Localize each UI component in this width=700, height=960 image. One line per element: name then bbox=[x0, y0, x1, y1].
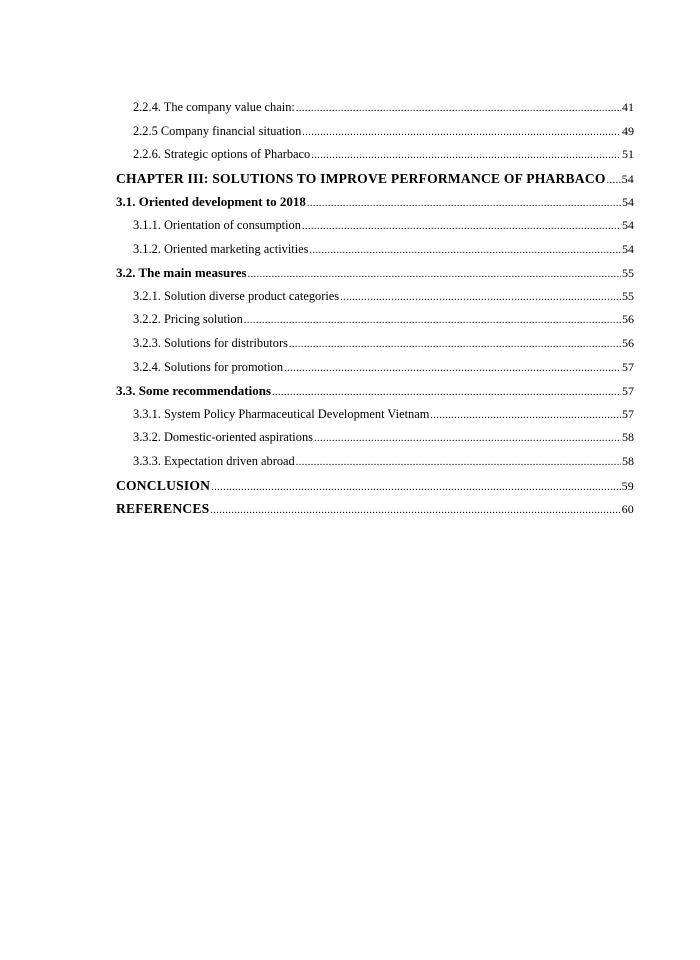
toc-dot-leader bbox=[340, 286, 621, 309]
toc-dot-leader bbox=[296, 97, 621, 120]
toc-entry-page-number: 58 bbox=[622, 453, 634, 468]
toc-entry-title: 2.2.4. The company value chain: bbox=[133, 100, 295, 114]
toc-entry bbox=[116, 497, 634, 521]
toc-entry-page-number: 60 bbox=[621, 502, 634, 517]
toc-dot-leader bbox=[307, 192, 621, 214]
toc-entry-page-number: 55 bbox=[622, 288, 634, 303]
toc-entry-title: 3.2.1. Solution diverse product categories bbox=[133, 288, 340, 303]
toc-entry-page-number: 55 bbox=[622, 266, 634, 281]
toc-entry-page-number: 51 bbox=[622, 147, 634, 162]
toc-entry-title: 3.3.1. System Policy Pharmaceutical Development Vietnam bbox=[133, 406, 430, 421]
toc-entry bbox=[116, 474, 634, 498]
toc-entry-title: 3.2.2. Pricing solution bbox=[133, 312, 243, 327]
toc-entry-page-number: 57 bbox=[622, 359, 634, 374]
toc-entry-title: CONCLUSION bbox=[116, 477, 211, 493]
toc-entry bbox=[116, 403, 634, 427]
toc-dot-leader bbox=[272, 381, 621, 403]
toc-entry-title: 3.1.2. Oriented marketing activities bbox=[133, 241, 309, 256]
toc-dot-leader bbox=[309, 239, 621, 262]
toc-entry-page-number: 41 bbox=[622, 100, 634, 114]
toc-entry-title: 3.3. Some recommendations bbox=[116, 383, 272, 399]
toc-entry bbox=[116, 332, 634, 356]
toc-entry-page-number: 56 bbox=[622, 335, 634, 350]
toc-entry-page-number: 57 bbox=[622, 406, 634, 421]
toc-entry-title: 3.1. Oriented development to 2018 bbox=[116, 194, 306, 210]
toc-entry bbox=[116, 214, 634, 238]
toc-entry-title: 3.3.2. Domestic-oriented aspirations bbox=[133, 430, 313, 445]
toc-entry-page-number: 59 bbox=[621, 478, 634, 493]
toc-entry bbox=[116, 379, 634, 403]
toc-entry bbox=[116, 143, 634, 167]
toc-entry-title: 3.2.3. Solutions for distributors bbox=[133, 335, 288, 350]
toc-dot-leader bbox=[244, 309, 621, 332]
toc-entry bbox=[116, 426, 634, 450]
toc-dot-leader bbox=[430, 404, 621, 427]
table-of-contents bbox=[116, 96, 634, 521]
toc-entry-page-number: 56 bbox=[622, 312, 634, 327]
toc-dot-leader bbox=[211, 476, 620, 498]
toc-entry-title: 3.1.1. Orientation of consumption bbox=[133, 217, 301, 232]
toc-entry bbox=[116, 285, 634, 309]
toc-entry-title: 2.2.6. Strategic options of Pharbaco bbox=[133, 147, 311, 162]
toc-entry-page-number: 54 bbox=[622, 195, 634, 210]
toc-dot-leader bbox=[302, 215, 621, 238]
toc-entry-title: 3.2.4. Solutions for promotion bbox=[133, 359, 284, 374]
toc-entry-page-number: 54 bbox=[622, 217, 634, 232]
toc-entry-title: 2.2.5 Company financial situation bbox=[133, 123, 302, 138]
toc-entry-page-number: 54 bbox=[622, 241, 634, 256]
toc-entry-title: 3.2. The main measures bbox=[116, 265, 247, 281]
toc-entry bbox=[116, 261, 634, 285]
toc-entry bbox=[116, 450, 634, 474]
toc-dot-leader bbox=[302, 121, 621, 144]
toc-entry bbox=[116, 167, 634, 191]
toc-dot-leader bbox=[296, 451, 621, 474]
toc-entry bbox=[116, 308, 634, 332]
toc-entry-page-number: 49 bbox=[622, 123, 634, 138]
toc-entry-title: CHAPTER III: SOLUTIONS TO IMPROVE PERFORMANCE OF PHARBACO bbox=[116, 170, 606, 186]
toc-dot-leader bbox=[311, 144, 621, 167]
toc-dot-leader bbox=[284, 357, 621, 380]
toc-dot-leader bbox=[314, 427, 621, 450]
toc-entry-title: REFERENCES bbox=[116, 501, 210, 517]
toc-entry bbox=[116, 96, 634, 120]
toc-entry-page-number: 54 bbox=[621, 171, 634, 186]
toc-entry-page-number: 57 bbox=[622, 384, 634, 399]
toc-dot-leader bbox=[289, 333, 621, 356]
toc-entry bbox=[116, 120, 634, 144]
toc-dot-leader bbox=[210, 499, 620, 521]
toc-dot-leader bbox=[607, 169, 621, 191]
toc-entry bbox=[116, 190, 634, 214]
toc-entry-title: 3.3.3. Expectation driven abroad bbox=[133, 453, 295, 468]
toc-entry-page-number: 58 bbox=[622, 430, 634, 445]
toc-entry bbox=[116, 238, 634, 262]
toc-dot-leader bbox=[248, 263, 621, 285]
toc-entry bbox=[116, 356, 634, 380]
